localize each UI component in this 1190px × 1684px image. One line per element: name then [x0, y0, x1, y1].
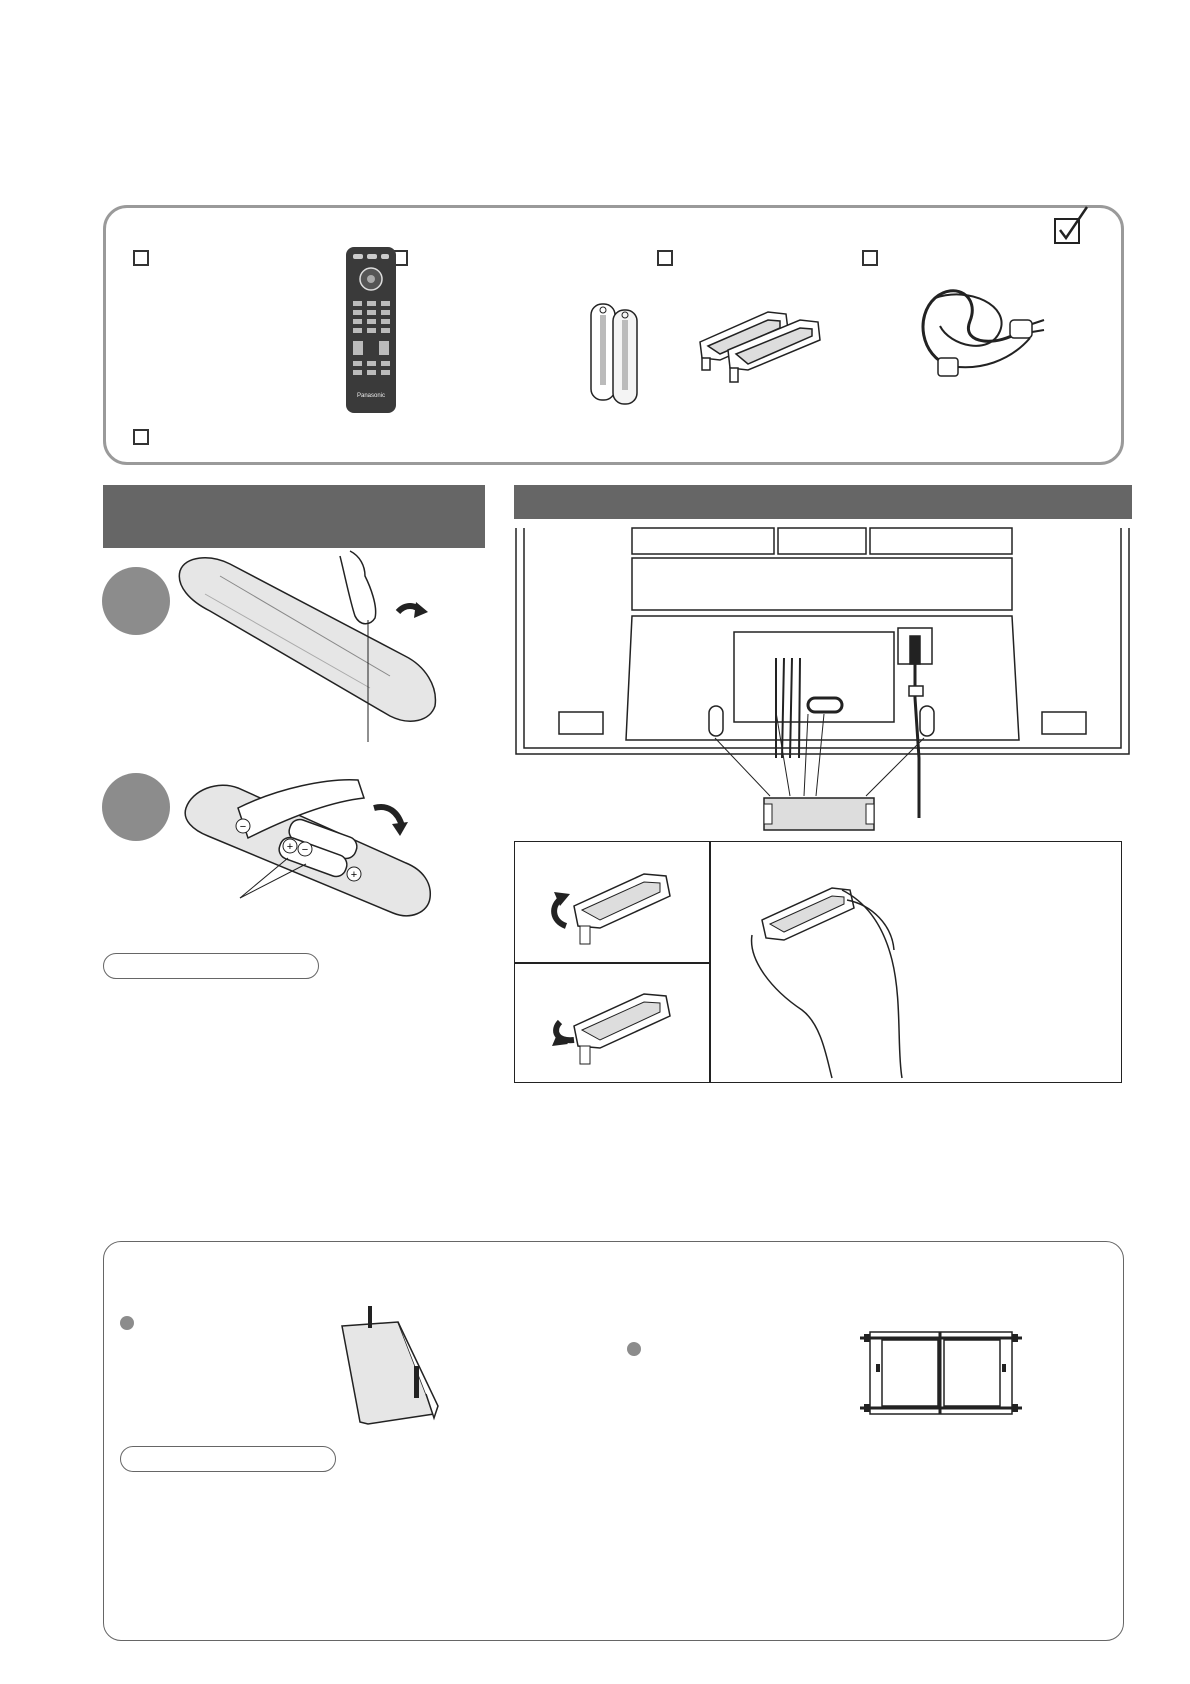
minus-sign-1: − — [239, 821, 247, 833]
minus-sign-2: − — [301, 844, 309, 856]
tv-rear-illustration — [514, 528, 1134, 838]
plus-sign-1: + — [286, 841, 294, 853]
check-mark-icon — [1053, 205, 1093, 245]
checkbox-extra[interactable] — [133, 429, 149, 445]
hand-clamp-illustration — [752, 880, 912, 1080]
optional-accessories-panel — [103, 1241, 1124, 1641]
checkbox-clamp[interactable] — [657, 250, 673, 266]
bullet-wall-bracket — [627, 1342, 641, 1356]
wall-bracket-illustration — [860, 1330, 1022, 1416]
pedestal-illustration — [338, 1306, 443, 1430]
remote-control-icon — [345, 246, 397, 414]
battery-insert-illustration — [178, 768, 458, 928]
section-header-clamp — [514, 485, 1132, 519]
batteries-icon — [588, 300, 640, 406]
step-2-badge — [102, 773, 170, 841]
plus-sign-2: + — [350, 869, 358, 881]
clamp-release-illustration — [544, 986, 674, 1076]
remote-brand: Panasonic — [356, 393, 386, 399]
checkbox-remote[interactable] — [133, 250, 149, 266]
clamp-icon — [688, 296, 828, 386]
mains-lead-icon — [910, 276, 1050, 386]
grid-divider-horizontal — [514, 962, 710, 964]
note-pill-batteries — [103, 953, 319, 979]
step-1-badge — [102, 567, 170, 635]
note-pill-pedestal — [120, 1446, 336, 1472]
section-header-batteries — [103, 485, 485, 548]
remote-open-illustration — [170, 556, 450, 746]
clamp-attach-illustration — [544, 866, 674, 956]
bullet-pedestal — [120, 1316, 134, 1330]
checkbox-mains-lead[interactable] — [862, 250, 878, 266]
